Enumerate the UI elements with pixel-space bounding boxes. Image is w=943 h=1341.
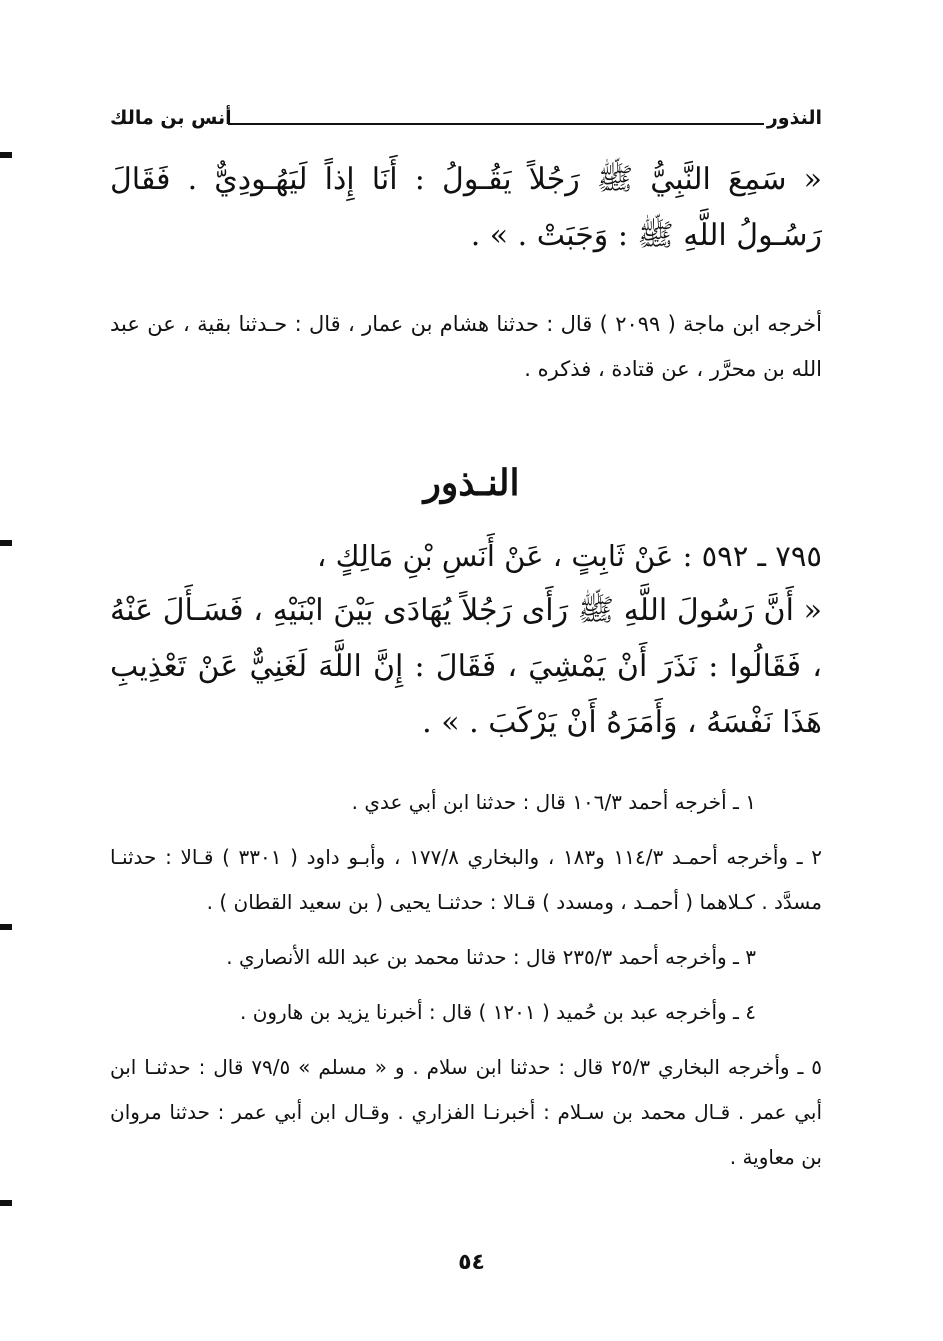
header-chapter: النذور — [766, 107, 822, 129]
section-title: النـذور — [423, 462, 520, 504]
header-rule — [228, 123, 764, 125]
reference-item: ٢ ـ وأخرجه أحمـد ١١٤/٣ و١٨٣ ، والبخاري ١٧٧/٨ ، وأبـو داود ( ٣٣٠١ ) قـالا : حدثنـا مسدَّد . كـلاهما ( أحمـد ، ومسدد ) قـالا : حدثنـا يحيى ( بن سعيد القطان ) . — [110, 845, 823, 914]
previous-hadith-takhrij: أخرجه ابن ماجة ( ٢٠٩٩ ) قال : حدثنا هشام بن عمار ، قال : حـدثنا بقية ، عن عبد الله بن محرَّر ، عن قتادة ، فذكره . — [110, 312, 822, 381]
reference-item: ٥ ـ وأخرجه البخاري ٢٥/٣ قال : حدثنا ابن سلام . و « مسلم » ٧٩/٥ قال : حدثنـا ابن أبي عمر . قـال محمد بن سـلام : أخبرنـا الفزاري . وقـال ابن أبي عمر : حدثنا مروان بن معاوية . — [110, 1055, 823, 1169]
reference-item: ٣ ـ وأخرجه أحمد ٢٣٥/٣ قال : حدثنا محمد بن عبد الله الأنصاري . — [226, 945, 756, 969]
previous-hadith-text: « سَمِعَ النَّبِيُّ ﷺ رَجُلاً يَقُـولُ : أَنَا إِذاً لَيَهُـودِيٌّ . فَقَالَ رَسُـولُ اللَّهِ ﷺ : وَجَبَتْ . » . — [110, 162, 822, 253]
reference-item: ١ ـ أخرجه أحمد ١٠٦/٣ قال : حدثنا ابن أبي عدي . — [351, 790, 756, 814]
header-narrator: أنس بن مالك — [110, 107, 232, 129]
references — [110, 780, 822, 1190]
scan-edge-mark — [0, 152, 12, 158]
scan-edge-mark — [0, 540, 12, 546]
scan-edge-mark — [0, 1200, 12, 1206]
hadith — [110, 530, 822, 751]
hadith-number-isnad: ٧٩٥ ـ ٥٩٢ : عَنْ ثَابِتٍ ، عَنْ أَنَسِ بْنِ مَالِكٍ ، — [317, 539, 822, 573]
scan-edge-mark — [0, 924, 12, 930]
reference-item: ٤ ـ وأخرجه عبد بن حُميد ( ١٢٠١ ) قال : أخبرنا يزيد بن هارون . — [239, 1000, 756, 1024]
page-number: ٥٤ — [458, 1250, 485, 1275]
running-header — [110, 103, 822, 137]
hadith-text: « أَنَّ رَسُولَ اللَّهِ ﷺ رَأَى رَجُلاً يُهَادَى بَيْنَ ابْنَيْهِ ، فَسَـأَلَ عَنْهُ ، فَقَالُوا : نَذَرَ أَنْ يَمْشِيَ ، فَقَالَ : إِنَّ اللَّهَ لَغَنِيٌّ عَنْ تَعْذِيبِ هَذَا نَفْسَهُ ، وَأَمَرَهُ أَنْ يَرْكَبَ . » . — [110, 593, 822, 740]
